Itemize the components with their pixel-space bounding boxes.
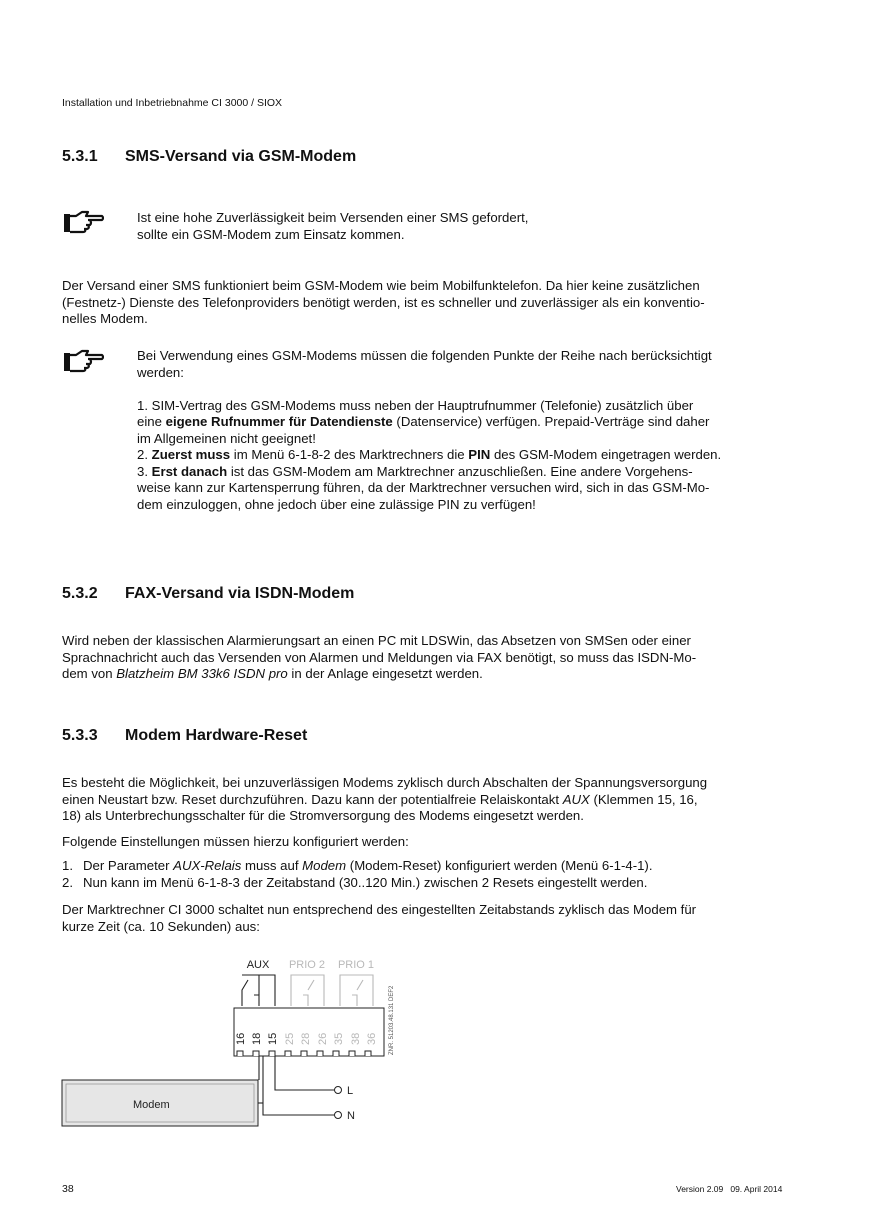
terminal-block [234,1008,384,1056]
label-n: N [347,1110,355,1122]
terminal-n-connector [335,1112,342,1119]
note-line: weise kann zur Kartensperrung führen, da der Marktrechner versuchen wird, sich in das GSM-Mo- [137,480,710,495]
list-item: 1. Der Parameter AUX-Relais muss auf Modem (Modem-Reset) konfiguriert werden (Menü 6-1-4-1). [62,858,653,873]
note-line: sollte ein GSM-Modem zum Einsatz kommen. [137,226,405,242]
section-title: FAX-Versand via ISDN-Modem [125,585,355,602]
prio1-relay-contact [340,975,373,1006]
text-line: Der Versand einer SMS funktioniert beim GSM-Modem wie beim Mobilfunktelefon. Da hier keine zusätzlichen [62,278,700,293]
terminal-l-connector [335,1087,342,1094]
text-line: Der Marktrechner CI 3000 schaltet nun entsprechend des eingestellten Zeitabstands zyklisch das Modem für [62,902,697,917]
modem-label: Modem [133,1099,170,1111]
text-line: Es besteht die Möglichkeit, bei unzuverlässigen Modems zyklisch durch Abschalten der Spannungsversorgung [62,775,708,790]
section-heading-532 [62,585,354,603]
note-line: 1. SIM-Vertrag des GSM-Modems muss neben der Hauptrufnummer (Telefonie) zusätzlich über [137,397,694,413]
version-info: Version 2.09 09. April 2014 [676,1184,783,1194]
steps-list [62,858,802,891]
pointing-hand-icon [62,210,104,236]
terminal-label: 18 [251,1032,263,1045]
terminal-notches [234,1051,384,1056]
pointing-hand-icon [62,349,104,375]
terminal-label: 36 [366,1032,378,1045]
terminal-label: 28 [300,1032,312,1045]
drawing-number: ZNR. 51203.48.131 DEF2 [389,985,395,1055]
terminal-label: 35 [333,1032,345,1045]
section-heading-533 [62,727,307,745]
note-line: dem einzuloggen, ohne jedoch über eine zulässige PIN zu verfügen! [137,496,536,512]
section-number: 5.3.2 [62,585,98,602]
text-line: nelles Modem. [62,311,148,326]
note-line: 3. Erst danach ist das GSM-Modem am Marktrechner anzuschließen. Eine andere Vorgehens- [137,463,693,479]
paragraph-fax [62,633,802,683]
wiring-lines [259,1056,334,1115]
terminal-label: 26 [317,1032,329,1045]
note-gsm-steps [137,348,807,513]
aux-label: AUX [246,959,270,971]
note-line: 2. Zuerst muss im Menü 6-1-8-2 des Marktrechners die PIN des GSM-Modem eingetragen werden. [137,447,722,462]
list-item: 2. Nun kann im Menü 6-1-8-3 der Zeitabstand (30..120 Min.) zwischen 2 Resets eingestellt werden. [62,874,648,890]
note-line: werden: [137,364,184,380]
paragraph-gsm [62,278,802,328]
terminal-label: 25 [284,1032,296,1045]
paragraph-reset [62,775,802,825]
wiring-diagram [60,950,410,1135]
section-number: 5.3.1 [62,148,98,165]
page-number: 38 [62,1183,74,1195]
text-line: Sprachnachricht auch das Versenden von Alarmen und Meldungen via FAX benötigt, so muss das ISDN-Mo- [62,649,697,665]
terminal-label: 15 [267,1032,279,1045]
wiring-diagram-svg [60,950,410,1135]
running-header: Installation und Inbetriebnahme CI 3000 / SIOX [62,97,283,109]
section-heading-531 [62,148,356,166]
text-line: einen Neustart bzw. Reset durchzuführen. Dazu kann der potentialfreie Relaiskontakt AUX (Klemmen 15, 16, [62,791,698,807]
text-line: (Festnetz-) Dienste des Telefonproviders benötigt werden, ist es schneller und zuverlässiger als ein konventio- [62,294,705,310]
note-line: Bei Verwendung eines GSM-Modems müssen die folgenden Punkte der Reihe nach berücksichtigt [137,348,712,363]
note-line: im Allgemeinen nicht geeignet! [137,430,316,446]
prio2-label: PRIO 2 [288,959,326,971]
section-number: 5.3.3 [62,727,98,744]
prio1-label: PRIO 1 [337,959,375,971]
label-l: L [347,1085,354,1097]
note-gsm-reliability [137,210,528,243]
section-title: SMS-Versand via GSM-Modem [125,148,357,165]
note-line: Ist eine hohe Zuverlässigkeit beim Versenden einer SMS gefordert, [137,210,529,225]
aux-relay-contact [242,975,275,1006]
paragraph-final [62,902,802,935]
text-line: dem von Blatzheim BM 33k6 ISDN pro in der Anlage eingesetzt werden. [62,666,483,681]
note-line: eine eigene Rufnummer für Datendienste (Datenservice) verfügen. Prepaid-Verträge sind daher [137,414,710,429]
text-line: 18) als Unterbrechungsschalter für die Stromversorgung des Modems eingesetzt werden. [62,808,584,823]
text-line: kurze Zeit (ca. 10 Sekunden) aus: [62,918,260,934]
terminal-label: 38 [350,1032,362,1045]
terminal-label: 16 [235,1032,247,1045]
paragraph-config: Folgende Einstellungen müssen hierzu konfiguriert werden: [62,834,409,849]
text-line: Wird neben der klassischen Alarmierungsart an einen PC mit LDSWin, das Absetzen von SMSen oder einer [62,633,691,648]
prio2-relay-contact [291,975,324,1006]
section-title: Modem Hardware-Reset [125,727,308,744]
